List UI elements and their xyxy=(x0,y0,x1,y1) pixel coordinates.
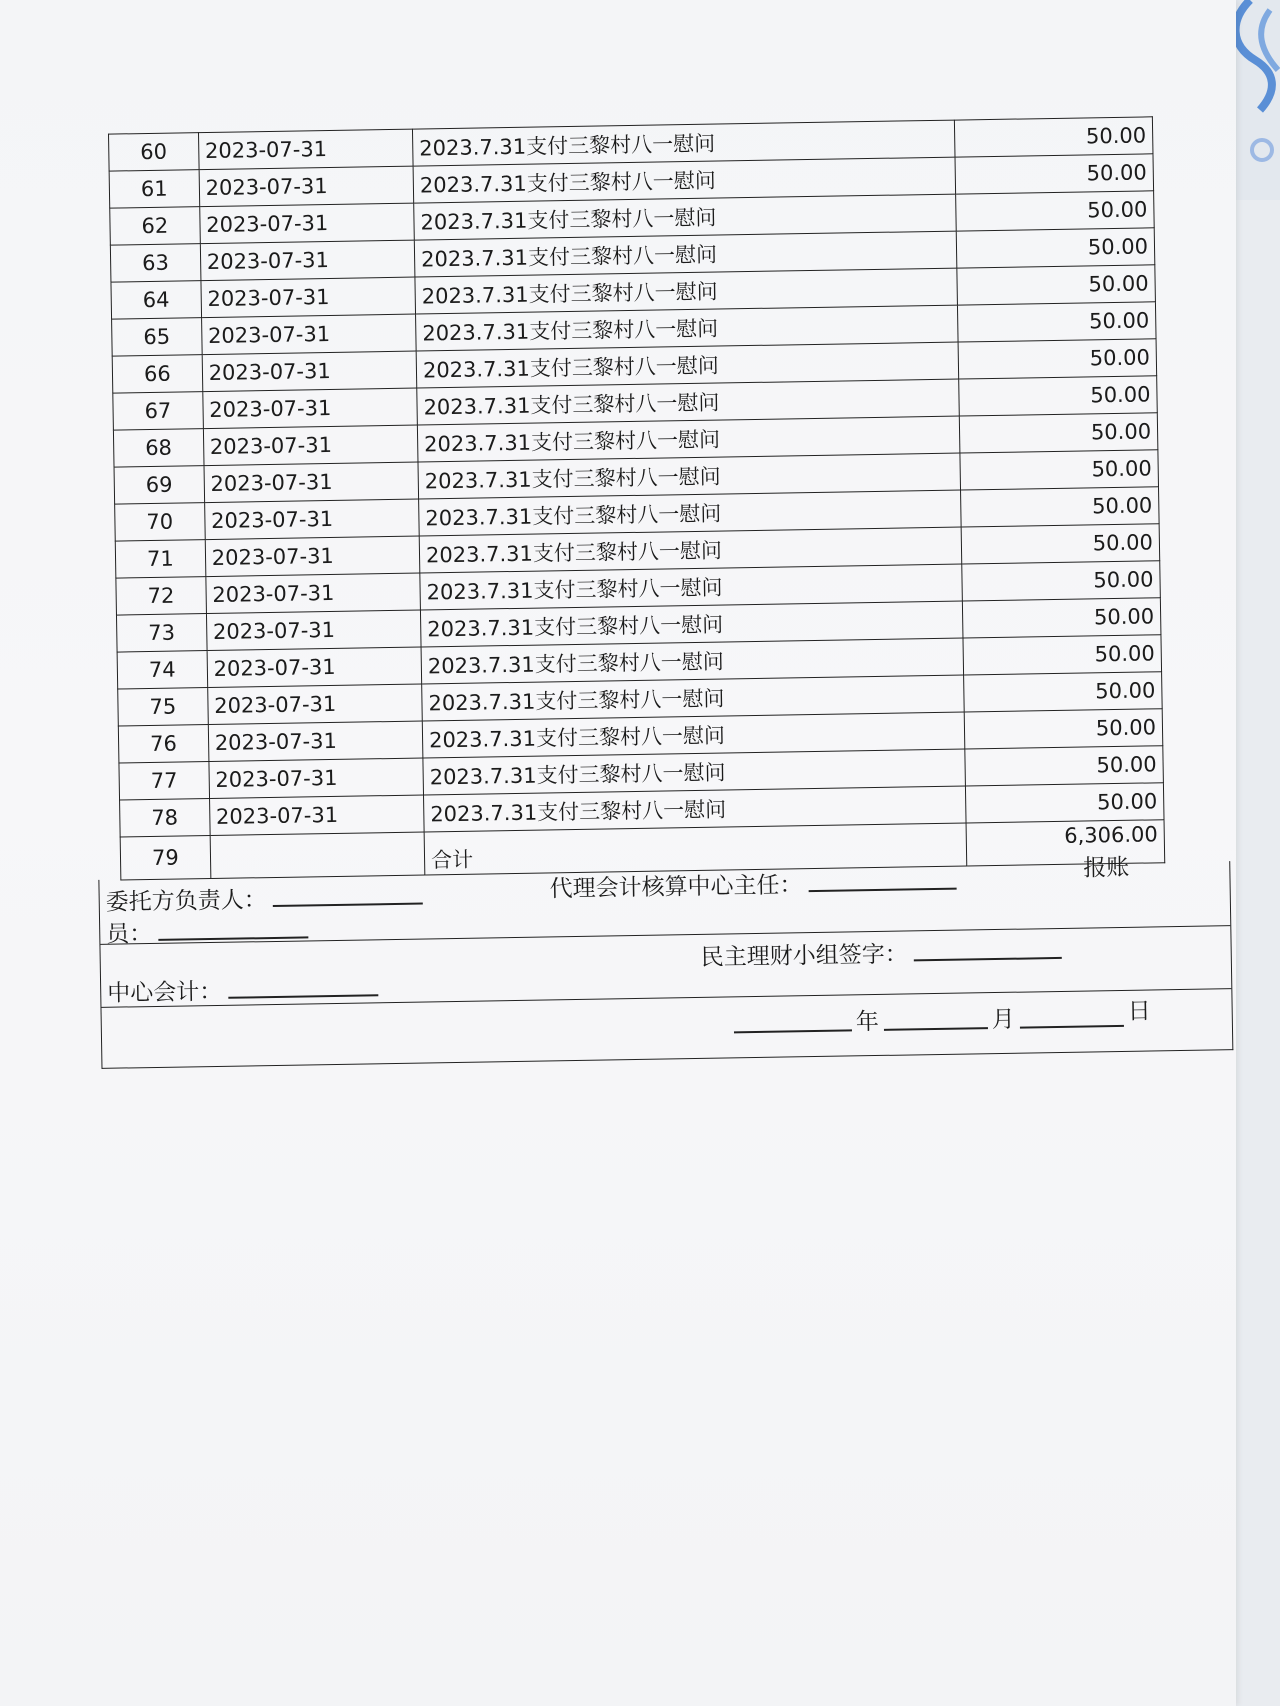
date-cell: 2023-07-31 xyxy=(201,277,416,318)
description-cell: 2023.7.31支付三黎村八一慰问 xyxy=(423,749,965,795)
amount-cell: 50.00 xyxy=(963,672,1162,712)
reimburse-label-a: 报账 xyxy=(1083,854,1130,882)
amount-cell: 50.00 xyxy=(959,413,1158,453)
row-number-cell: 69 xyxy=(114,466,204,504)
amount-cell: 50.00 xyxy=(965,783,1164,823)
date-cell: 2023-07-31 xyxy=(206,610,421,651)
center-director-label: 代理会计核算中心主任： xyxy=(549,872,803,903)
row-number-cell: 63 xyxy=(110,244,200,282)
amount-cell: 50.00 xyxy=(964,746,1163,786)
amount-cell: 50.00 xyxy=(964,709,1163,749)
year-label: 年 xyxy=(855,1008,880,1036)
date-cell: 2023-07-31 xyxy=(204,462,419,503)
description-cell: 2023.7.31支付三黎村八一慰问 xyxy=(414,194,956,240)
date-cell: 2023-07-31 xyxy=(201,314,416,355)
date-cell: 2023-07-31 xyxy=(200,240,415,281)
client-head-signature xyxy=(105,879,423,917)
reimburse-label-b: 员： xyxy=(106,921,153,948)
date-cell xyxy=(210,832,425,879)
description-cell: 2023.7.31支付三黎村八一慰问 xyxy=(422,675,964,721)
description-cell: 合计 xyxy=(424,823,966,875)
month-label: 月 xyxy=(991,1006,1016,1034)
row-number-cell: 62 xyxy=(110,207,200,245)
row-number-cell: 70 xyxy=(115,503,205,541)
row-number-cell: 65 xyxy=(112,318,202,356)
date-cell: 2023-07-31 xyxy=(207,647,422,688)
amount-cell: 50.00 xyxy=(961,561,1160,601)
amount-cell: 50.00 xyxy=(957,302,1156,342)
description-cell: 2023.7.31支付三黎村八一慰问 xyxy=(416,305,958,351)
row-number-cell: 77 xyxy=(119,762,209,800)
description-cell: 2023.7.31支付三黎村八一慰问 xyxy=(418,453,960,499)
description-cell: 2023.7.31支付三黎村八一慰问 xyxy=(421,638,963,684)
description-cell: 2023.7.31支付三黎村八一慰问 xyxy=(422,712,964,758)
date-cell: 2023-07-31 xyxy=(203,388,418,429)
description-cell: 2023.7.31支付三黎村八一慰问 xyxy=(412,120,954,166)
row-number-cell: 78 xyxy=(120,799,210,837)
amount-cell: 50.00 xyxy=(961,524,1160,564)
row-number-cell: 66 xyxy=(112,355,202,393)
amount-cell: 50.00 xyxy=(959,450,1158,490)
row-number-cell: 68 xyxy=(113,429,203,467)
ledger-body xyxy=(109,117,1165,880)
center-accountant-blank xyxy=(228,994,378,998)
row-number-cell: 60 xyxy=(109,133,199,171)
center-accountant-signature xyxy=(107,970,379,1007)
description-cell: 2023.7.31支付三黎村八一慰问 xyxy=(417,416,959,462)
amount-cell: 50.00 xyxy=(960,487,1159,527)
amount-cell: 50.00 xyxy=(955,191,1154,231)
description-cell: 2023.7.31支付三黎村八一慰问 xyxy=(419,490,961,536)
description-cell: 2023.7.31支付三黎村八一慰问 xyxy=(415,268,957,314)
row-number-cell: 61 xyxy=(109,170,199,208)
description-cell: 2023.7.31支付三黎村八一慰问 xyxy=(420,564,962,610)
date-cell: 2023-07-31 xyxy=(198,129,413,170)
finance-group-blank xyxy=(914,957,1062,961)
amount-cell: 50.00 xyxy=(954,117,1153,157)
row-number-cell: 75 xyxy=(118,688,208,726)
day-label: 日 xyxy=(1127,998,1151,1025)
row-number-cell: 64 xyxy=(111,281,201,319)
row-number-cell: 76 xyxy=(118,725,208,763)
date-cell: 2023-07-31 xyxy=(209,795,424,836)
date-cell: 2023-07-31 xyxy=(207,684,422,725)
amount-cell: 50.00 xyxy=(956,265,1155,305)
date-cell: 2023-07-31 xyxy=(204,499,419,540)
ledger-sheet xyxy=(86,115,1231,1069)
row-number-cell: 67 xyxy=(113,392,203,430)
amount-cell: 50.00 xyxy=(962,635,1161,675)
date-cell: 2023-07-31 xyxy=(205,536,420,577)
amount-cell: 6,306.00 xyxy=(966,820,1165,866)
client-head-blank xyxy=(273,903,423,907)
date-cell: 2023-07-31 xyxy=(199,166,414,207)
date-cell: 2023-07-31 xyxy=(202,351,417,392)
row-number-cell: 72 xyxy=(116,577,206,615)
description-cell: 2023.7.31支付三黎村八一慰问 xyxy=(417,379,959,425)
client-head-label: 委托方负责人： xyxy=(105,887,267,916)
finance-group-signature xyxy=(700,933,1061,972)
description-cell: 2023.7.31支付三黎村八一慰问 xyxy=(420,601,962,647)
date-cell: 2023-07-31 xyxy=(206,573,421,614)
amount-cell: 50.00 xyxy=(955,154,1154,194)
amount-cell: 50.00 xyxy=(958,376,1157,416)
description-cell: 2023.7.31支付三黎村八一慰问 xyxy=(414,231,956,277)
date-cell: 2023-07-31 xyxy=(209,758,424,799)
row-number-cell: 74 xyxy=(117,651,207,689)
description-cell: 2023.7.31支付三黎村八一慰问 xyxy=(424,786,966,832)
date-cell: 2023-07-31 xyxy=(199,203,414,244)
amount-cell: 50.00 xyxy=(962,598,1161,638)
row-number-cell: 79 xyxy=(120,836,210,880)
description-cell: 2023.7.31支付三黎村八一慰问 xyxy=(416,342,958,388)
ledger-table xyxy=(108,116,1165,880)
amount-cell: 50.00 xyxy=(958,339,1157,379)
center-director-signature xyxy=(549,864,956,904)
center-director-blank xyxy=(809,888,957,892)
description-cell: 2023.7.31支付三黎村八一慰问 xyxy=(419,527,961,573)
amount-cell: 50.00 xyxy=(956,228,1155,268)
row-number-cell: 73 xyxy=(116,614,206,652)
date-cell: 2023-07-31 xyxy=(203,425,418,466)
year-blank xyxy=(734,1029,852,1033)
finance-group-label: 民主理财小组签字： xyxy=(700,941,908,971)
date-cell: 2023-07-31 xyxy=(208,721,423,762)
day-blank xyxy=(1020,1025,1124,1029)
description-cell: 2023.7.31支付三黎村八一慰问 xyxy=(413,157,955,203)
center-accountant-label: 中心会计： xyxy=(107,978,223,1007)
reimburse-blank xyxy=(158,936,308,940)
row-number-cell: 71 xyxy=(115,540,205,578)
month-blank xyxy=(884,1027,988,1031)
